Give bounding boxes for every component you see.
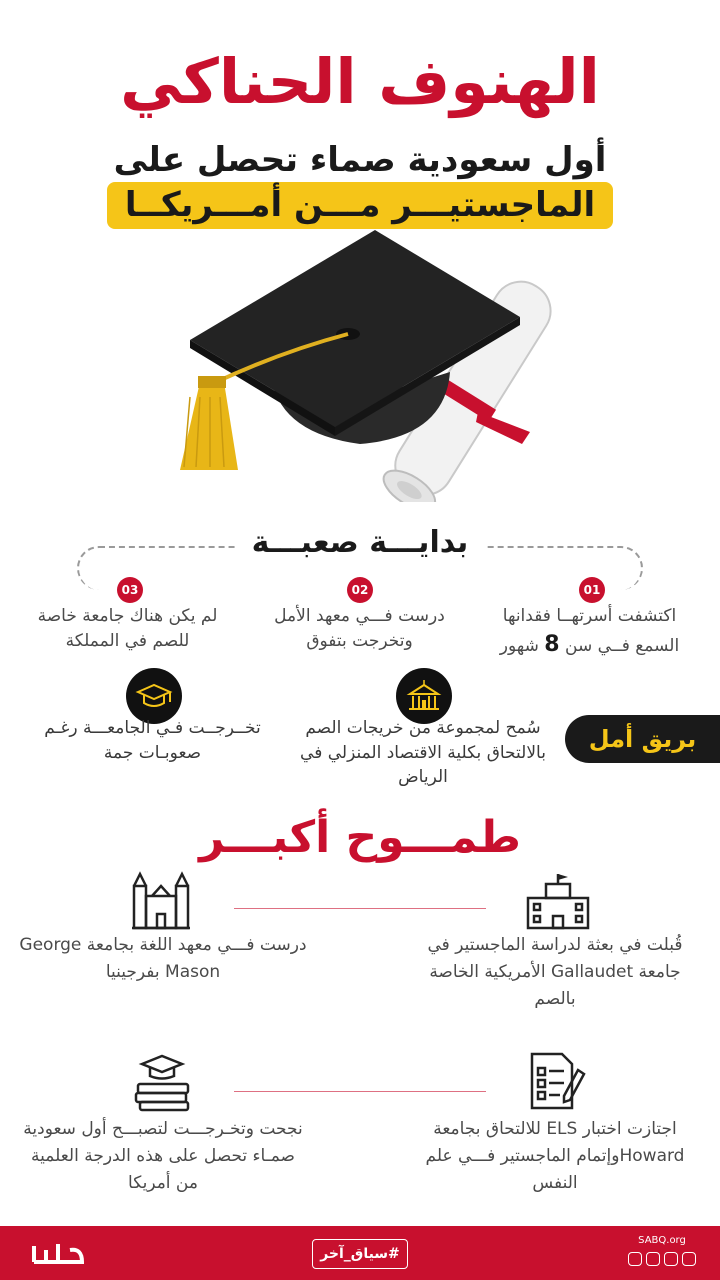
social-icons (622, 1252, 702, 1266)
section-title-difficult-start: بدايـــة صعبـــة (0, 525, 720, 560)
step-number-02: 02 (347, 577, 373, 603)
twitter-icon[interactable] (628, 1252, 642, 1266)
school-building-icon (522, 872, 594, 932)
sabq-logo (30, 1236, 86, 1270)
telegram-icon[interactable] (682, 1252, 696, 1266)
step-number-01: 01 (579, 577, 605, 603)
site-url[interactable]: SABQ.org (638, 1235, 686, 1246)
hope-text-2: تخــرجــت فـي الجامعـــة رغـم صعوبـات جمة (44, 718, 261, 763)
castle-building-icon (130, 868, 192, 932)
ambition-text-3: اجتازت اختبار ELS للالتحاق بجامعة Howardوإتمام الماجستير فـــي علم النفس (425, 1119, 685, 1194)
age-highlight: 8 (544, 631, 560, 657)
ambition-text-2: درست فـــي معهد اللغة بجامعة George Mason بفرجينيا (19, 935, 307, 983)
step-text-01: اكتشفت أسرتهــا فقدانها السمع فــي سن 8 شهور (499, 606, 680, 657)
section-title-greater-ambition: طمـــوح أكبـــر (199, 812, 521, 863)
subtitle-line-1: أول سعودية صماء تحصل على (113, 140, 607, 180)
hope-text-1: سُمح لمجموعة من خريجات الصم بالالتحاق بكلية الاقتصاد المنزلي في الرياض (300, 718, 546, 788)
subtitle-line-2: الماجستيـــر مـــن أمـــريكــا (107, 182, 613, 229)
main-title: الهنوف الحناكي (120, 45, 600, 118)
step-text-02: درست فـــي معهد الأمل وتخرجت بتفوق (274, 606, 445, 651)
step-number-03: 03 (117, 577, 143, 603)
checklist-document-icon (526, 1050, 588, 1112)
snapchat-icon[interactable] (664, 1252, 678, 1266)
step-text-03: لم يكن هناك جامعة خاصة للصم في المملكة (37, 606, 218, 651)
ambition-text-1: قُبلت في بعثة لدراسة الماجستير في جامعة Gallaudet الأمريكية الخاصة بالصم (427, 935, 683, 1010)
instagram-icon[interactable] (646, 1252, 660, 1266)
divider-line-2 (234, 1091, 486, 1092)
hashtag-link[interactable]: #سياق_آخر (312, 1239, 408, 1269)
ambition-text-4: نجحت وتخـرجـــت لتصبـــح أول سعودية صمـاء تحصل على هذه الدرجة العلمية من أمريكا (23, 1119, 303, 1194)
books-graduation-icon (132, 1050, 194, 1112)
graduation-cap-and-diploma-icon (160, 222, 560, 502)
divider-line-1 (234, 908, 486, 909)
hope-badge: بريق أمل (565, 715, 720, 763)
